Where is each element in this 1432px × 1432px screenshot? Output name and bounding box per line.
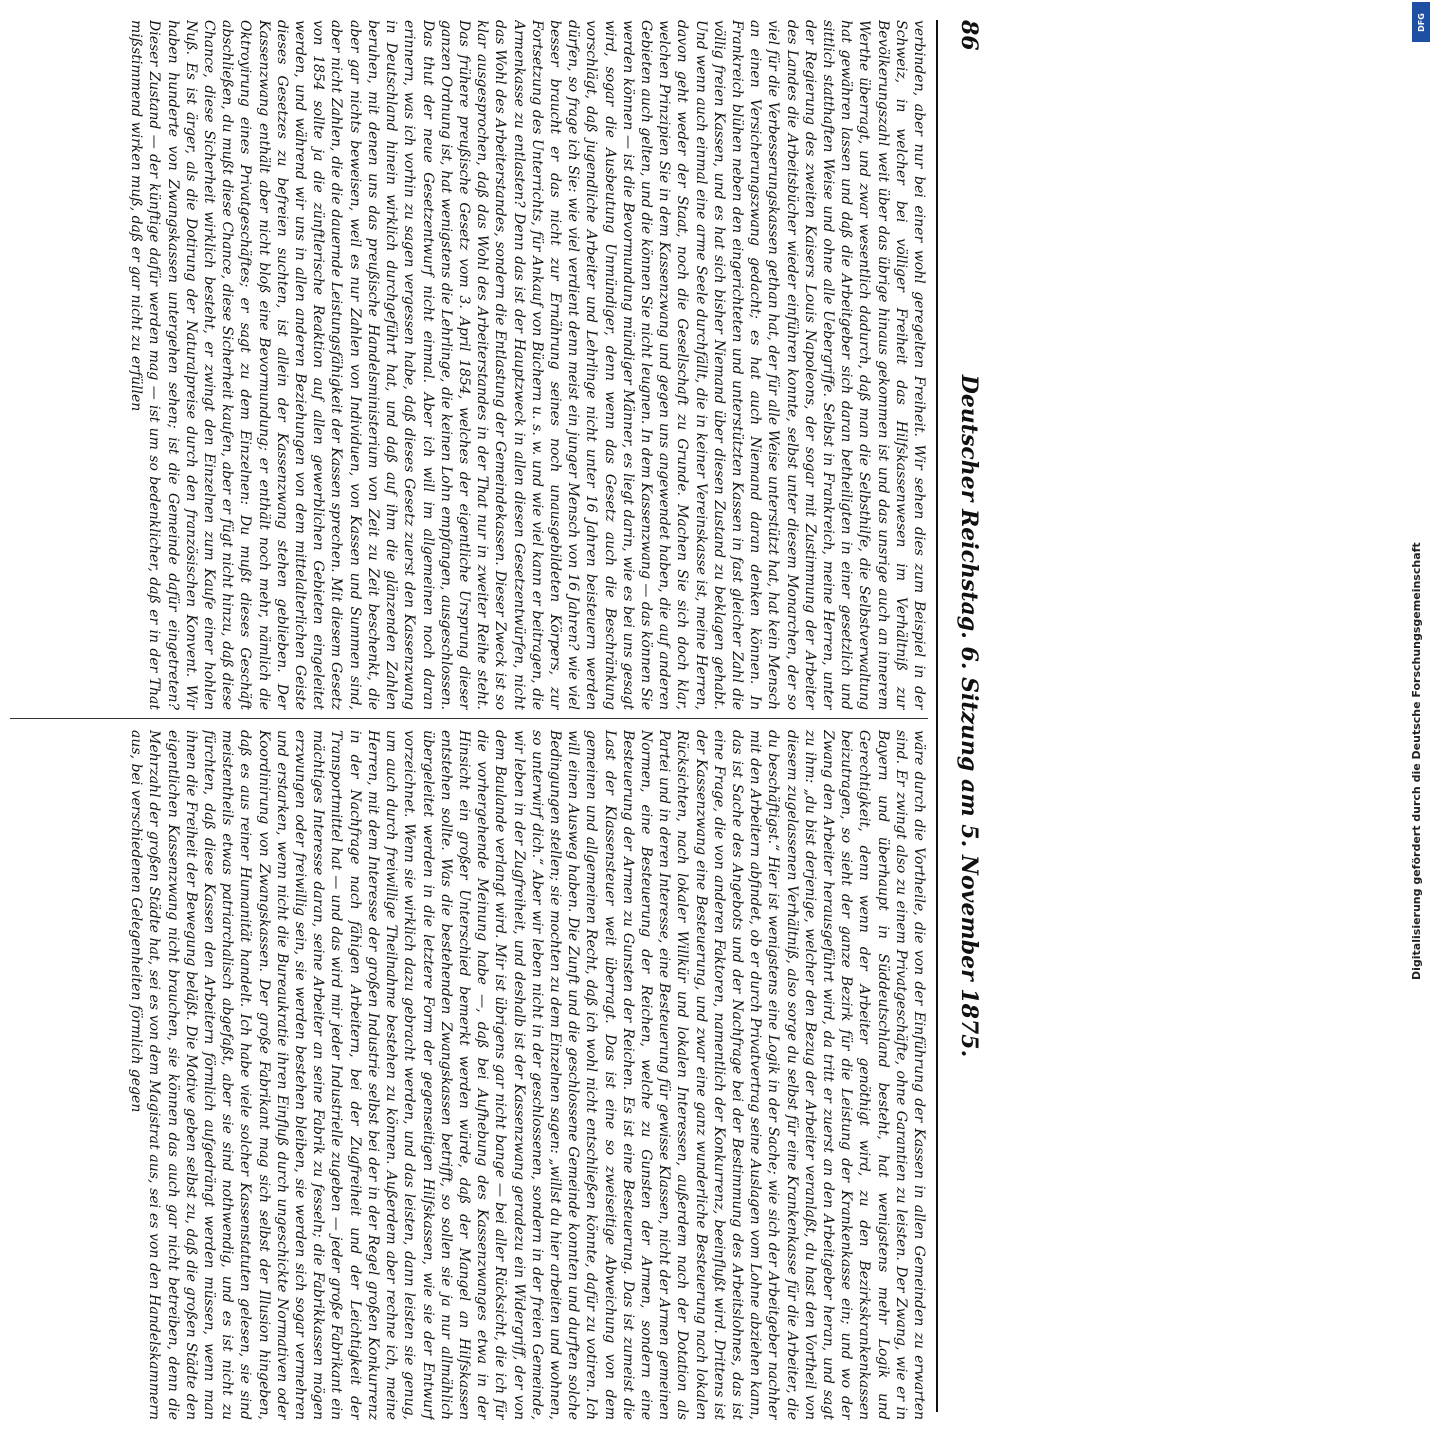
column-divider	[10, 718, 928, 719]
header-rule	[936, 20, 938, 1412]
text-column-right	[10, 730, 928, 1420]
dfg-logo-text: DFG	[1416, 12, 1426, 32]
column-right-text: wäre durch die Vortheile, die von der Einführung der Kassen in allen Gemeinden zu erwarten sind. Er zwingt also zu einem Privatgeschäfte, ohne Garantien zu leisten. Der Zwang, wie er in Bayern und überhaupt in Süddeutschland besteht, hat wenigstens mehr Logik und Gerechtigkeit, denn wenn der Arbeiter genöthigt wird, zu den Bezirkskrankenkassen beizutragen, so sieht der ganze Bezirk für die Leistung der Krankenkasse ein; und wo der Zwang den Arbeiter herausgeführt wird, da tritt er zuerst an den Arbeitgeber heran, und sagt zu ihm: „du bist derjenige, welcher den Bezug der Arbeiter veranlaßt, du hast den Vortheil von diesem zugelassenen Verhältniß, also sorge du selbst für eine Krankenkasse für die Arbeiter, die du beschäftigst.“ Hier ist wenigstens eine Logik in der Sache; wie sich der Arbeitgeber nachher mit den Arbeitern abfindet, ob er durch Privatvertrag seine Auslagen vom Lohne abziehen kann, das ist Sache des Angebots und der Nachfrage bei der Bestimmung des Arbeitslohnes, das ist eine Frage, die von anderen Faktoren, namentlich der Konkurrenz, beeinflußt wird. Drittens ist der Kassenzwang eine Besteuerung, und zwar eine ganz wunderliche Besteuerung nach lokalen Rücksichten, nach lokaler Willkür und lokalen Interessen, außerdem nach der Dotation als Partei und in deren Interesse, eine Besteuerung für gewisse Klassen, nicht der Armen gemeinen Normen, eine Besteuerung der Reichen, welche zu Gunsten der Armen, sondern eine Besteuerung der Armen zu Gunsten der Reichen. Es ist eine Besteuerung. Das ist zumeist die Last der Klassensteuer weit überragt. Das ist eine so zweiseitige Abweichung von dem gemeinen und allgemeinen Recht, daß ich wohl nicht entschließen könnte, dafür zu votiren. Ich will einen Ausweg haben. Die Zunft und die geschlossene Gemeinde konnten und durften solche Bedingungen stellen; sie mochten zu dem Einzelnen sagen: „willst du hier arbeiten und wohnen, so unterwirf dich.“ Aber wir leben nicht in der geschlossenen, sondern in der freien Gemeinde, wir leben in der Zugfreiheit, und deshalb ist der Kassenzwang geradezu ein Widergriff, der von dem Baulande verlangt wird. Mir ist übrigens gar nicht bange — bei aller Rücksicht, die ich für die vorhergehende Meinung habe —, daß bei Aufhebung des Kassenzwanges etwa in der Hinsicht ein großer Unterschied bemerkt werden würde, daß der Mangel an Hilfskassen entstehen sollte. Was die bestehenden Zwangskassen betrifft, so sollen sie ja nur allmählich übergeleitet werden in die letztere Form der gegenseitigen Hilfskassen, wie sie der Entwurf vorzeichnet. Wenn sie wirklich dazu gebracht werden, und das leisten, dann leisten sie genug, um auch durch freiwillige Theilnahme bestehen zu können. Außerdem aber rechne ich, meine Herren, mit dem Interesse der großen Industrie selbst bei der in der Regel großen Konkurrenz in der Nachfrage nach fähigen Arbeitern, bei der Zugfreiheit und der Leichtigkeit der Transportmittel hat — und das wird mir jeder Industrielle zugeben — jeder große Fabrikant ein mächtiges Interesse daran, seine Arbeiter an seine Fabrik zu fesseln; die Fabrikkassen mögen erzwungen oder freiwillig sein, sie werden bestehen bleiben, sie werden sich sogar vermehren und erstarken, wenn nicht die Bureaukratie ihren Einfluß durch ungeschickte Normativen oder Koordinirung von Zwangskassen. Der große Fabrikant mag sich selbst der Illusion hingeben, daß es aus reiner Humanität handelt. Ich habe viele solcher Kassenstatuten gelesen, sie sind meistentheils etwas patriarchalisch abgefaßt, aber sie sind nothwendig, und es ist nicht zu fürchten, daß diese Kassen den Arbeitern förmlich aufgedrängt werden müssen, wenn man ihnen die Freiheit der Bewegung beläßt. Die Motive geben selbst zu, daß die großen Städte den eigentlichen Kassenzwang nicht brauchen, sie können das auch gar nicht betreiben, denn die Mehrzahl der großen Städte hat, sei es von dem Magistrat aus, sei es von den Handelskammern aus, bei verschiedenen Gelegenheiten förmlich gegen	[128, 730, 927, 1420]
page-number: 86	[956, 20, 982, 51]
dfg-logo	[1412, 2, 1430, 42]
running-title: Deutscher Reichstag. 6. Sitzung am 5. November 1875.	[956, 374, 982, 1058]
column-left-text: verbinden, aber nur bei einer wohl geregelten Freiheit. Wir sehen dies zum Beispiel in der Schweiz, in welcher bei völliger Freiheit das Hilfskassenwesen im Verhältniß zur Bevölkerungszahl weit über das übrige hinaus gekommen ist und das unsrige auch an innerem Werthe überragt, und zwar wesentlich dadurch, daß man die Selbsthilfe, die Selbstverwaltung hat gewähren lassen und daß die Arbeitgeber sich daran betheiligten in einer gesetzlich und sittlich statthaften Weise und ohne alle Uebergriffe. Selbst in Frankreich, meine Herren, unter der Regierung des zweiten Kaisers Louis Napoleons, der sogar mit Zustimmung der Arbeiter des Landes die Arbeitsbücher wieder einführen konnte, selbst unter diesem Monarchen, der so viel für die Verbesserungskassen gethan hat, der für alle Weise unterstützt hat, hat kein Mensch an einen Versicherungszwang gedacht; es hat auch Niemand daran denken können. In Frankreich blühen neben den eingerichteten und unterstützten Kassen in fast gleicher Zahl die völlig freien Kassen, und es hat sich bisher Niemand über diesen Zustand zu beklagen gehabt. Und wenn auch einmal eine arme Seele durchfällt, die in keiner Vereinskasse ist, meine Herren, davon geht weder der Staat, noch die Gesellschaft zu Grunde. Machen Sie sich doch klar, welchen Prinzipien Sie in dem Kassenzwang und gegen uns angewendet haben, die auf anderen Gebieten auch gelten, und die können Sie nicht leugnen. In dem Kassenzwang — das können Sie werden können — ist die Bevormundung mündiger Männer, es liegt darin, wie es bei uns gesagt wird, sogar die Ausbeutung Unmündiger, denn wenn das Gesetz auch die Beschränkung vorschlägt, daß jugendliche Arbeiter und Lehrlinge nicht unter 16 Jahren beisteuern werden dürfen, so frage ich Sie: wie viel verdient denn meist ein junger Mensch von 16 Jahren? wie viel besser braucht er das nicht zur Ernährung seines noch unausgebildeten Körpers, zur Fortsetzung des Unterrichts, für Ankauf von Büchern u. s. w. und wie viel kann er beitragen, die Armenkasse zu entlasten? Denn das ist der Hauptzweck in allen diesen Gesetzentwürfen, nicht das Wohl des Arbeiterstandes, sondern die Entlastung der Gemeindekassen. Dieser Zweck ist so klar ausgesprochen, daß das Wohl des Arbeiterstandes in der That nur in zweiter Reihe steht. Das frühere preußische Gesetz vom 3. April 1854, welches der eigentliche Ursprung dieser ganzen Ordnung ist, hat wenigstens die Lehrlinge, die keinen Lohn empfangen, ausgeschlossen. Das thut der neue Gesetzentwurf nicht einmal. Aber ich will im allgemeinen noch daran erinnern, was ich vorhin zu sagen vergessen habe, daß dieses Gesetz zuerst den Kassenzwang in Deutschland hinein wirklich durchgeführt hat, und daß auf ihm die glänzenden Zahlen beruhen, mit denen uns das preußische Handelsministerium von Zeit zu Zeit beschenkt, die aber gar nichts beweisen, weil es nur Zahlen von Individuen, von Kassen und Summen sind, aber nicht Zahlen, die die dauernde Leistungsfähigkeit der Kassen sprechen. Mit diesem Gesetz von 1854 sollte ja die zünftlerische Reaktion auf allen gewerblichen Gebieten eingeleitet werden, und während wir uns in allen anderen Beziehungen von dem mittelalterlichen Geiste dieses Gesetzes zu befreien suchten, ist allein der Kassenzwang stehen geblieben. Der Kassenzwang enthält aber nicht bloß eine Bevormundung; er enthält noch mehr, nämlich die Oktroyirung eines Privatgeschäftes; er sagt zu dem Einzelnen: Du mußt dieses Geschäft abschließen, du mußt diese Chance, diese Sicherheit kaufen, aber er fügt nicht hinzu, daß diese Chance, diese Sicherheit wirklich besteht, er zwingt den Einzelnen zum Kaufe einer hohlen Nuß. Es ist ärger, als die Dotirung der Naturalpreise durch den französischen Konvent. Wir haben hunderte von Zwangskassen untergehen sehen; ist die Gemeinde dafür eingetreten? Dieser Zustand — der künftige dafür werden mag — ist um so bedenklicher, daß er in der That mißstimmend wirken muß, daß er gar nicht zu erfüllen	[128, 20, 927, 710]
text-column-left	[10, 20, 928, 710]
digitization-note: Digitalisierung gefördert durch die Deutsche Forschungsgemeinschaft	[1410, 542, 1423, 980]
page-header	[942, 20, 982, 1412]
